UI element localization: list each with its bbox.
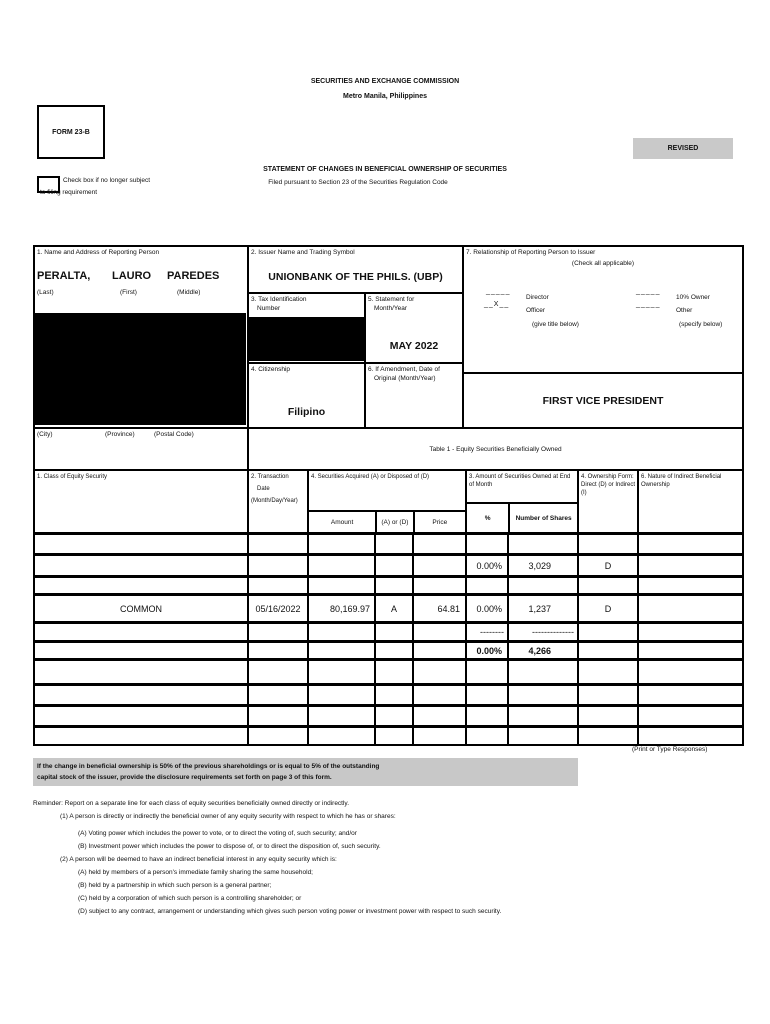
city-label: (City) bbox=[37, 431, 53, 438]
table-row bbox=[35, 553, 742, 575]
last-name: PERALTA, bbox=[37, 270, 91, 282]
cell-cls bbox=[35, 556, 247, 575]
cell-shares bbox=[507, 535, 577, 553]
header-nature bbox=[637, 471, 742, 534]
cell-nature bbox=[637, 728, 742, 744]
citizenship-value: Filipino bbox=[287, 406, 326, 418]
citizenship-section bbox=[247, 362, 364, 427]
reporting-person-section bbox=[35, 247, 247, 427]
header-txn-line2: Date bbox=[257, 486, 270, 492]
cell-amount bbox=[307, 686, 374, 704]
cell-nature bbox=[637, 556, 742, 575]
header-pct: % bbox=[484, 515, 491, 522]
officer-title-value: FIRST VICE PRESIDENT bbox=[542, 394, 664, 407]
cell-pct: -------- bbox=[465, 624, 507, 640]
cell-amount bbox=[307, 707, 374, 725]
cell-pct bbox=[465, 578, 507, 593]
header-form-label: 4. Ownership Form: Direct (D) or Indirect (I) bbox=[581, 474, 636, 496]
checkbox-note-line2: to filing requirement bbox=[40, 189, 98, 196]
header-amount: Amount bbox=[330, 519, 354, 526]
cell-aord: A bbox=[374, 596, 412, 621]
owner10-mark[interactable]: _____ bbox=[636, 288, 661, 295]
cell-shares: 4,266 bbox=[507, 643, 577, 658]
officer-label: Officer bbox=[526, 307, 546, 314]
reporting-person-label: 1. Name and Address of Reporting Person bbox=[37, 249, 160, 256]
last-label: (Last) bbox=[37, 289, 54, 296]
header-acquired-group bbox=[307, 471, 465, 534]
issuer-section bbox=[247, 247, 462, 292]
cell-cls bbox=[35, 624, 247, 640]
cell-nature bbox=[637, 535, 742, 553]
issuer-label: 2. Issuer Name and Trading Symbol bbox=[251, 249, 355, 256]
reminder-line: (2) A person will be deemed to have an indirect beneficial interest in any equity security which is: bbox=[60, 856, 337, 863]
postal-label: (Postal Code) bbox=[154, 431, 194, 438]
tax-id-redaction-block bbox=[249, 317, 365, 361]
director-mark[interactable]: _____ bbox=[486, 288, 511, 295]
citizenship-label: 4. Citizenship bbox=[251, 366, 291, 373]
cell-nature bbox=[637, 686, 742, 704]
other-label: Other bbox=[676, 307, 693, 314]
cell-date bbox=[247, 661, 307, 683]
cell-price bbox=[412, 661, 465, 683]
cell-pct bbox=[465, 661, 507, 683]
statement-label1: 5. Statement for bbox=[368, 296, 415, 303]
cell-price bbox=[412, 556, 465, 575]
cell-aord bbox=[374, 728, 412, 744]
cell-form bbox=[577, 578, 637, 593]
cell-aord bbox=[374, 707, 412, 725]
give-title-note: (give title below) bbox=[532, 321, 579, 328]
cell-amount bbox=[307, 643, 374, 658]
cell-shares bbox=[507, 661, 577, 683]
issuer-name: UNIONBANK OF THE PHILS. (UBP) bbox=[268, 271, 443, 283]
cell-price bbox=[412, 728, 465, 744]
cell-pct bbox=[465, 535, 507, 553]
cell-amount bbox=[307, 535, 374, 553]
cell-aord bbox=[374, 624, 412, 640]
header-owned-group bbox=[465, 471, 577, 534]
cell-pct bbox=[465, 707, 507, 725]
highlight-note bbox=[33, 758, 578, 786]
cell-amount bbox=[307, 728, 374, 744]
table-row bbox=[35, 725, 742, 744]
cell-cls bbox=[35, 707, 247, 725]
header-class bbox=[35, 471, 247, 534]
header-price: Price bbox=[413, 512, 465, 534]
cell-date bbox=[247, 624, 307, 640]
header-shares: Number of Shares bbox=[508, 504, 577, 534]
cell-aord bbox=[374, 643, 412, 658]
cell-nature bbox=[637, 578, 742, 593]
cell-price bbox=[412, 707, 465, 725]
cell-price bbox=[412, 535, 465, 553]
cell-aord bbox=[374, 535, 412, 553]
province-label: (Province) bbox=[105, 431, 135, 438]
cell-form bbox=[577, 686, 637, 704]
table-row bbox=[35, 575, 742, 593]
cell-form bbox=[577, 707, 637, 725]
cell-amount bbox=[307, 624, 374, 640]
first-name: LAURO bbox=[112, 270, 152, 282]
cell-form bbox=[577, 728, 637, 744]
relationship-section bbox=[462, 247, 742, 372]
cell-form: D bbox=[577, 596, 637, 621]
cell-pct: 0.00% bbox=[465, 596, 507, 621]
cell-form: D bbox=[577, 556, 637, 575]
form-title: STATEMENT OF CHANGES IN BENEFICIAL OWNERSHIP OF SECURITIES bbox=[263, 166, 507, 173]
cell-pct: 0.00% bbox=[465, 556, 507, 575]
header-ownership-form bbox=[577, 471, 637, 534]
reminder-line: (B) Investment power which includes the power to dispose of, or to direct the disposition of, such security. bbox=[78, 843, 381, 850]
cell-form bbox=[577, 535, 637, 553]
table-body bbox=[35, 532, 742, 744]
cell-price bbox=[412, 624, 465, 640]
city-row bbox=[35, 427, 247, 469]
officer-mark[interactable]: __X__ bbox=[484, 301, 510, 308]
cell-aord bbox=[374, 661, 412, 683]
cell-amount bbox=[307, 578, 374, 593]
header-class-label: 1. Class of Equity Security bbox=[37, 474, 108, 480]
form-number-label: FORM 23-B bbox=[52, 128, 90, 136]
cell-shares: 3,029 bbox=[507, 556, 577, 575]
cell-nature bbox=[637, 624, 742, 640]
cell-date bbox=[247, 578, 307, 593]
reminder-line: (C) held by a corporation of which such person is a controlling shareholder; or bbox=[78, 895, 302, 902]
tax-id-label2: Number bbox=[257, 305, 281, 312]
cell-form bbox=[577, 624, 637, 640]
header-transaction-date bbox=[247, 471, 307, 534]
cell-date: 05/16/2022 bbox=[247, 596, 307, 621]
cell-cls bbox=[35, 643, 247, 658]
revised-badge: REVISED bbox=[633, 138, 733, 159]
cell-shares bbox=[507, 728, 577, 744]
address-redaction-block bbox=[35, 313, 246, 425]
reminder-line: (D) subject to any contract, arrangement or understanding which gives such person voting power or investment power with respect to such security. bbox=[78, 908, 502, 915]
statement-label2: Month/Year bbox=[374, 305, 408, 312]
cell-date bbox=[247, 643, 307, 658]
table-caption: Table 1 - Equity Securities Beneficially Owned bbox=[247, 427, 742, 469]
cell-cls bbox=[35, 686, 247, 704]
reminder-line: Reminder: Report on a separate line for each class of equity securities beneficially owned directly or indirectly. bbox=[33, 800, 350, 807]
table-header bbox=[35, 469, 742, 532]
cell-price: 64.81 bbox=[412, 596, 465, 621]
table-row bbox=[35, 621, 742, 640]
header-nature-label: 6. Nature of Indirect Beneficial Ownership bbox=[641, 474, 722, 488]
cell-nature bbox=[637, 707, 742, 725]
agency-location: Metro Manila, Philippines bbox=[342, 93, 427, 100]
form-subtitle: Filed pursuant to Section 23 of the Securities Regulation Code bbox=[268, 179, 448, 186]
cell-pct bbox=[465, 686, 507, 704]
highlight-note-line1: If the change in beneficial ownership is 50% of the previous shareholdings or is equal to 5% of the outstanding bbox=[37, 763, 380, 770]
amendment-section bbox=[364, 362, 462, 427]
cell-date bbox=[247, 686, 307, 704]
tax-id-label1: 3. Tax Identification bbox=[251, 296, 307, 303]
cell-amount bbox=[307, 556, 374, 575]
cell-pct: 0.00% bbox=[465, 643, 507, 658]
highlight-note-line2: capital stock of the issuer, provide the disclosure requirements set forth on page 3 of this form. bbox=[37, 774, 332, 781]
table-row bbox=[35, 704, 742, 725]
agency-name: SECURITIES AND EXCHANGE COMMISSION bbox=[310, 78, 460, 85]
cell-date bbox=[247, 728, 307, 744]
checkbox-note-line1: Check box if no longer subject bbox=[63, 177, 151, 184]
cell-shares bbox=[507, 707, 577, 725]
table-row bbox=[35, 593, 742, 621]
director-label: Director bbox=[526, 294, 549, 301]
cell-price bbox=[412, 578, 465, 593]
table-row bbox=[35, 658, 742, 683]
amendment-label2: Original (Month/Year) bbox=[374, 375, 436, 382]
cell-shares: 1,237 bbox=[507, 596, 577, 621]
cell-date bbox=[247, 556, 307, 575]
cell-form bbox=[577, 643, 637, 658]
reminder-line: (A) held by members of a person's immediate family sharing the same household; bbox=[78, 869, 313, 876]
owner10-label: 10% Owner bbox=[676, 294, 710, 301]
form-grid bbox=[33, 245, 744, 746]
cell-nature bbox=[637, 596, 742, 621]
form-number-box bbox=[37, 105, 105, 159]
cell-cls: COMMON bbox=[120, 603, 162, 614]
cell-cls bbox=[35, 578, 247, 593]
amendment-label1: 6. If Amendment, Date of bbox=[368, 366, 440, 373]
cell-price bbox=[412, 686, 465, 704]
cell-aord bbox=[374, 578, 412, 593]
cell-nature bbox=[637, 661, 742, 683]
specify-note: (specify below) bbox=[679, 321, 723, 328]
reminder-line: (B) held by a partnership in which such person is a general partner; bbox=[78, 882, 272, 889]
header-txn-line1: 2. Transaction bbox=[251, 474, 289, 480]
cell-shares: -------------- bbox=[507, 624, 577, 640]
header-txn-line3: (Month/Day/Year) bbox=[251, 498, 298, 504]
cell-amount: 80,169.97 bbox=[307, 596, 374, 621]
first-label: (First) bbox=[120, 289, 137, 296]
cell-amount bbox=[307, 661, 374, 683]
cell-price bbox=[412, 643, 465, 658]
cell-aord bbox=[374, 686, 412, 704]
cell-date bbox=[247, 535, 307, 553]
statement-period-section bbox=[364, 292, 462, 362]
header-owned-label: 3. Amount of Securities Owned at End of Month bbox=[469, 474, 571, 488]
reminder-line: (1) A person is directly or indirectly the beneficial owner of any equity security with respect to which he has or shares: bbox=[60, 813, 396, 820]
cell-pct bbox=[465, 728, 507, 744]
cell-form bbox=[577, 661, 637, 683]
relationship-hint: (Check all applicable) bbox=[571, 260, 635, 267]
cell-aord bbox=[374, 556, 412, 575]
cell-shares bbox=[507, 686, 577, 704]
officer-title-box bbox=[462, 372, 742, 427]
relationship-label: 7. Relationship of Reporting Person to Issuer bbox=[466, 249, 596, 256]
cell-nature bbox=[637, 643, 742, 658]
print-note: (Print or Type Responses) bbox=[632, 746, 708, 753]
table-row bbox=[35, 683, 742, 704]
cell-cls bbox=[35, 661, 247, 683]
cell-cls bbox=[35, 728, 247, 744]
middle-name: PAREDES bbox=[167, 270, 220, 282]
table-row bbox=[35, 640, 742, 658]
cell-cls bbox=[35, 535, 247, 553]
cell-shares bbox=[507, 578, 577, 593]
table-row bbox=[35, 532, 742, 553]
header-aord: (A) or (D) bbox=[375, 512, 413, 534]
reminder-line: (A) Voting power which includes the power to vote, or to direct the voting of, such security; and/or bbox=[78, 830, 357, 837]
cell-date bbox=[247, 707, 307, 725]
tax-id-section bbox=[247, 292, 364, 362]
other-mark[interactable]: _____ bbox=[636, 301, 661, 308]
statement-month-value: MAY 2022 bbox=[389, 340, 439, 352]
header-acquired-label: 4. Securities Acquired (A) or Disposed of (D) bbox=[311, 474, 430, 480]
middle-label: (Middle) bbox=[177, 289, 201, 296]
